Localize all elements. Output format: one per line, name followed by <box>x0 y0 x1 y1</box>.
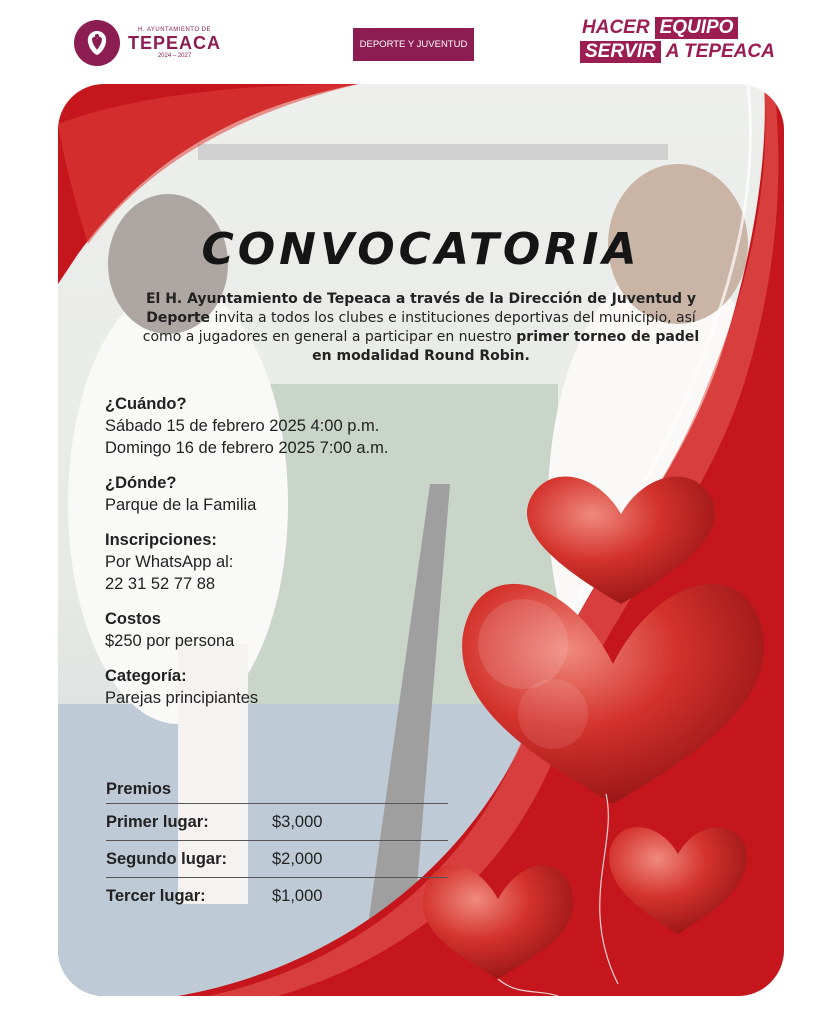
where-section <box>105 473 465 516</box>
costs-heading: Costos <box>105 610 161 628</box>
administration-years: 2024 – 2027 <box>157 53 192 59</box>
category-section <box>105 666 465 709</box>
prize-label: Tercer lugar: <box>106 887 206 905</box>
intro-bold-lead: El H. Ayuntamiento de Tepeaca a través de la Dirección de Juventud y Deporte <box>145 291 697 326</box>
page-title: CONVOCATORIA <box>201 224 641 275</box>
intro-paragraph <box>138 290 704 366</box>
seal-icon <box>74 20 120 66</box>
header <box>0 0 819 80</box>
registration-line-1: Por WhatsApp al: <box>105 553 234 571</box>
prize-amount: $1,000 <box>272 887 323 905</box>
when-section <box>105 394 465 459</box>
registration-phone: 22 31 52 77 88 <box>105 575 216 593</box>
prize-row-third <box>106 878 448 915</box>
municipality-name-block <box>128 27 221 59</box>
registration-heading: Inscripciones: <box>105 531 217 549</box>
prizes-heading: Premios <box>106 774 448 804</box>
intro-bold-end: primer torneo de padel en modalidad Round Robin. <box>312 329 700 364</box>
slogan-word-2: EQUIPO <box>655 17 739 39</box>
event-details <box>105 394 465 723</box>
where-heading: ¿Dónde? <box>105 474 177 492</box>
prize-label: Segundo lugar: <box>106 849 227 868</box>
prize-amount: $3,000 <box>272 812 323 831</box>
prize-label: Primer lugar: <box>106 812 209 831</box>
registration-section <box>105 530 465 595</box>
slogan-word-1: HACER <box>582 17 650 38</box>
poster-card <box>58 84 784 996</box>
when-heading: ¿Cuándo? <box>105 395 187 413</box>
slogan-word-3: SERVIR <box>580 41 661 63</box>
intro-body: invita a todos los clubes e instituciones deportivas del municipio, así como a jugadores en general a participar en nuestro <box>142 310 696 345</box>
department-badge: DEPORTE Y JUVENTUD <box>353 28 474 61</box>
municipality-logo <box>74 20 221 66</box>
slogan <box>580 17 777 65</box>
municipality-name: TEPEACA <box>128 33 222 53</box>
prize-amount: $2,000 <box>272 849 323 868</box>
slogan-word-4: A TEPEACA <box>665 41 775 62</box>
category-heading: Categoría: <box>105 667 187 685</box>
prize-row-first <box>106 804 448 841</box>
costs-section <box>105 609 465 652</box>
when-line-1: Sábado 15 de febrero 2025 4:00 p.m. <box>105 417 380 435</box>
prize-row-second <box>106 841 448 878</box>
where-line-1: Parque de la Familia <box>105 496 257 514</box>
municipality-label: H. AYUNTAMIENTO DE <box>138 27 212 33</box>
when-line-2: Domingo 16 de febrero 2025 7:00 a.m. <box>105 439 389 457</box>
costs-line-1: $250 por persona <box>105 632 235 650</box>
prizes-table <box>106 774 448 915</box>
category-line-1: Parejas principiantes <box>105 689 259 707</box>
